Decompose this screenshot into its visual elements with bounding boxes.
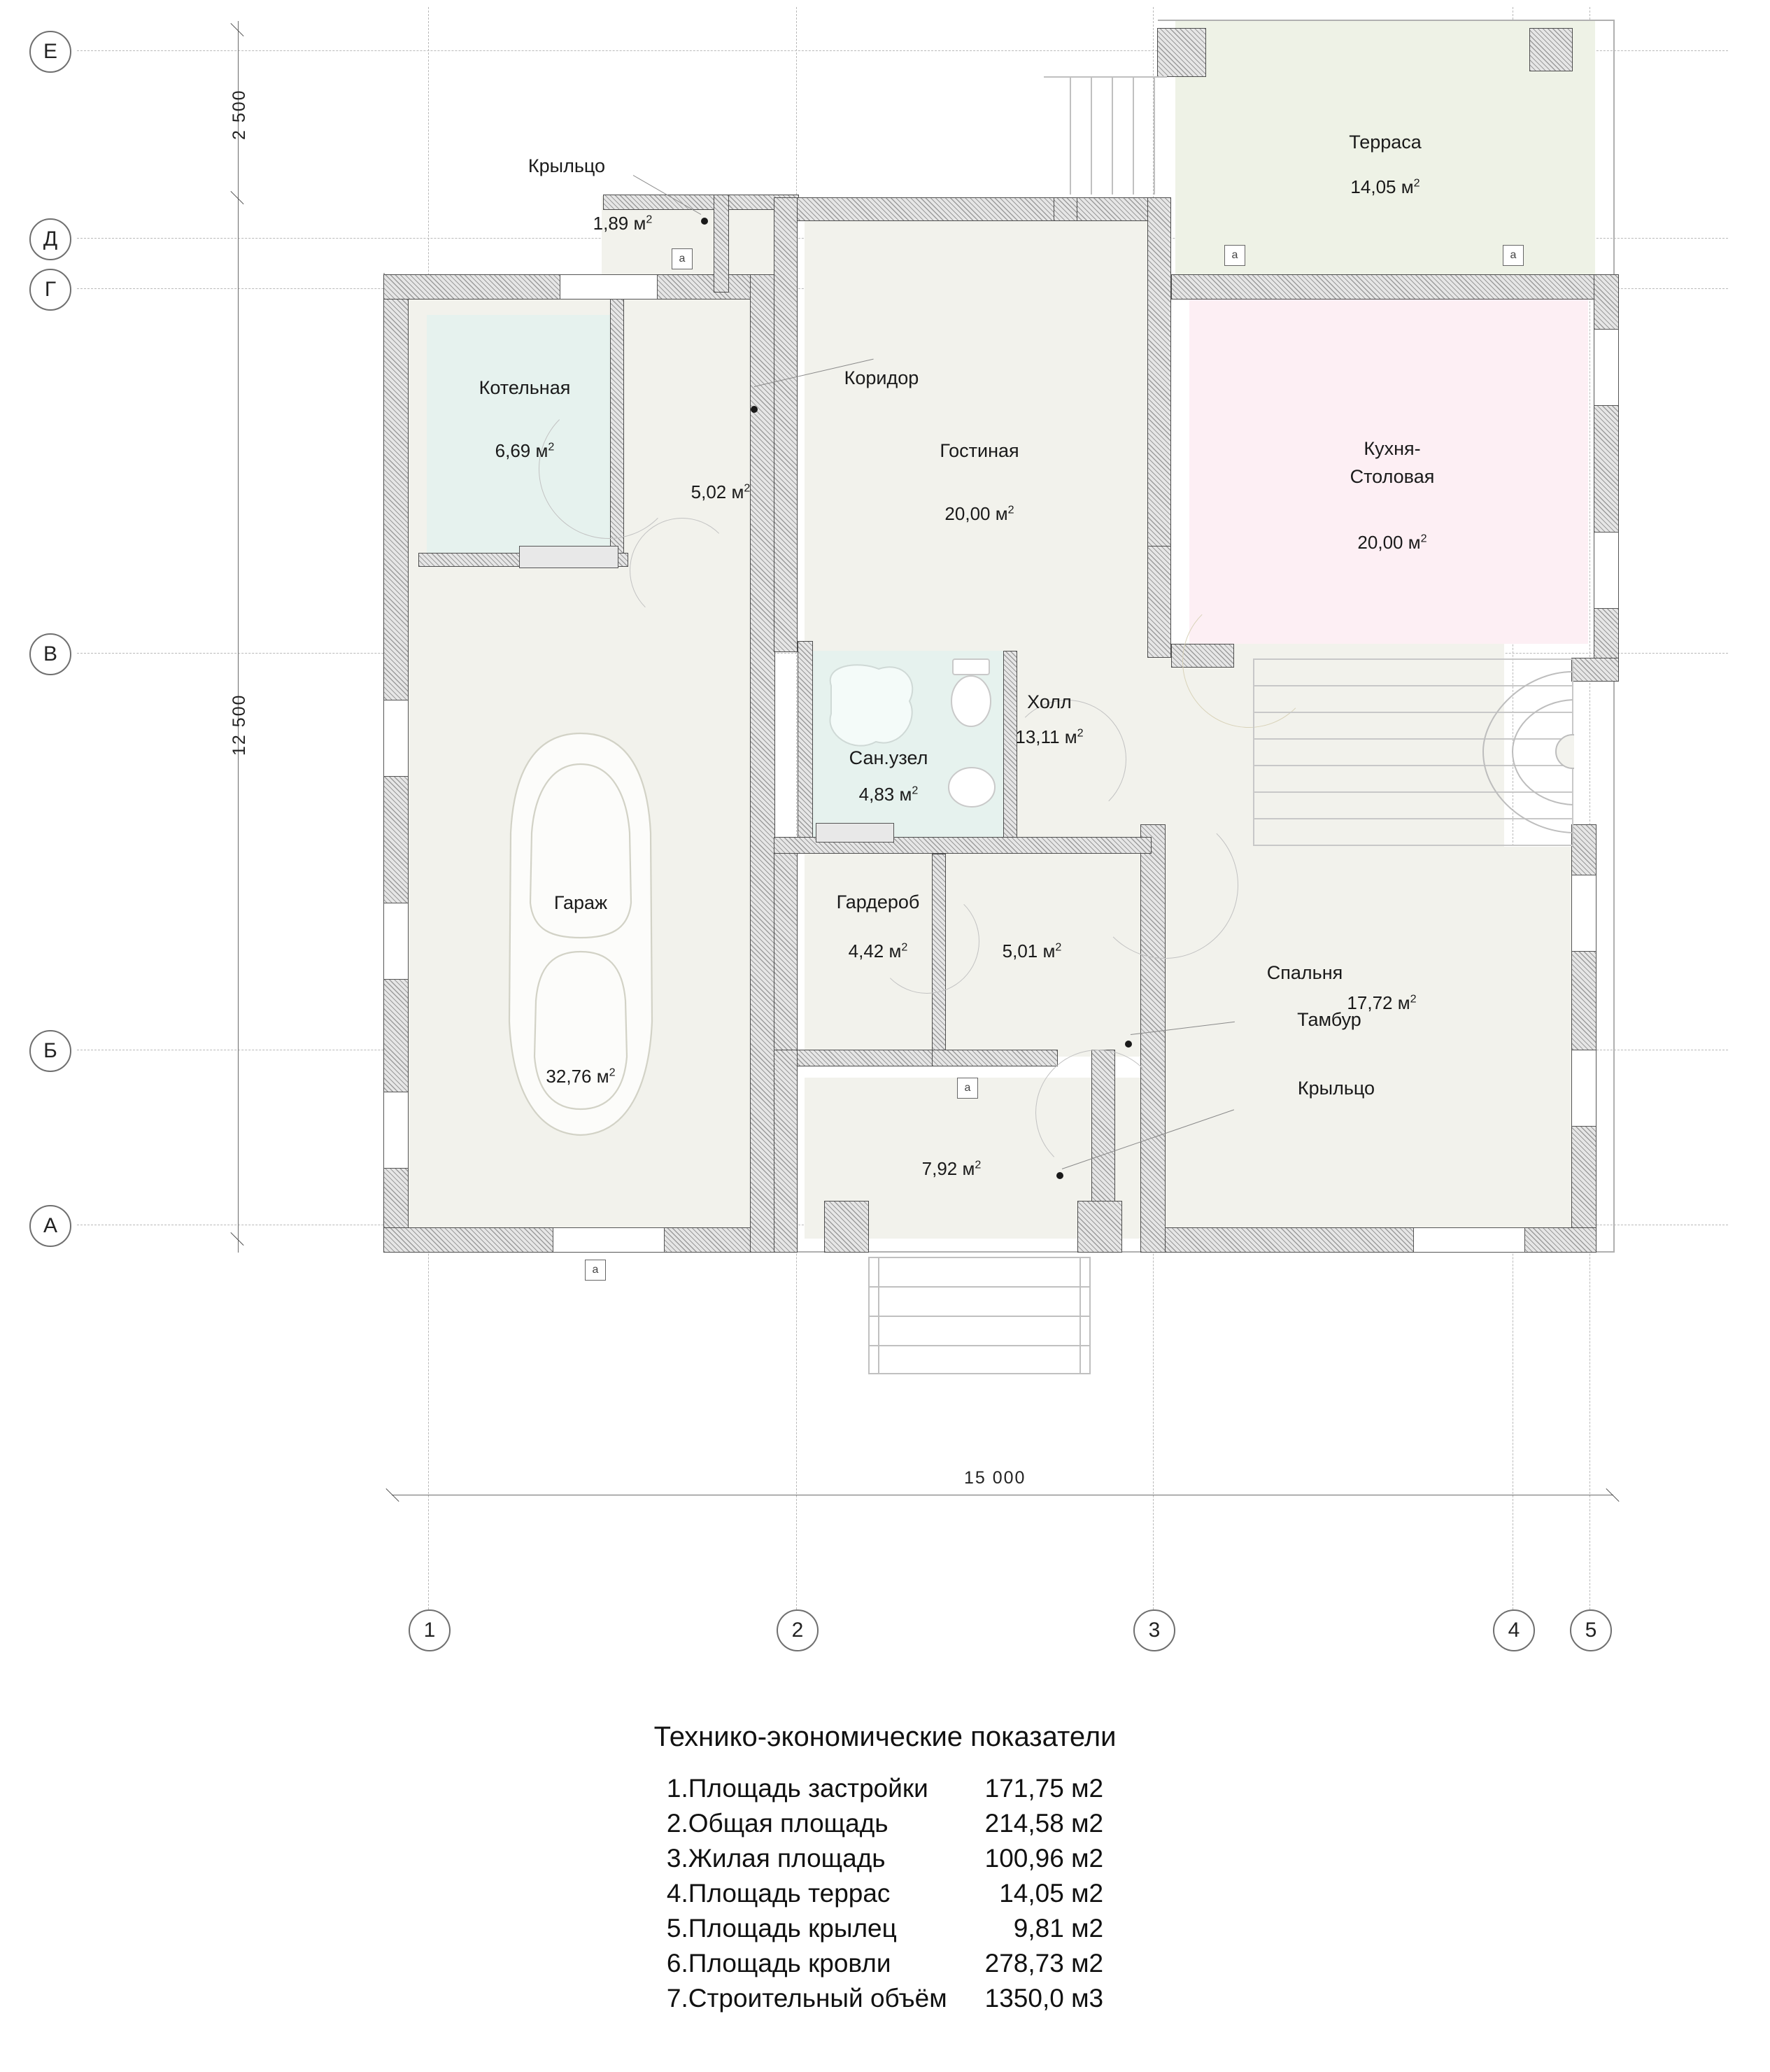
marker-garage-bottom: а	[585, 1260, 606, 1281]
wall-pillar-bottom-2	[1077, 1201, 1122, 1253]
dimension-line-vertical	[238, 21, 239, 1253]
wall-tambour-bottom	[774, 1050, 942, 1066]
door-arc-corridor	[630, 518, 735, 623]
table-row	[667, 1911, 1103, 1946]
summary-row-4-value: 14,05 м2	[999, 1879, 1104, 1908]
label-kitchen-line2: Столовая	[1350, 466, 1435, 487]
window-left-3	[383, 1092, 409, 1169]
summary-block	[0, 1721, 1770, 2016]
grid-bubble-5	[1570, 1609, 1612, 1651]
wall-porch-left	[774, 1050, 798, 1253]
grid-bubble-d-label: Д	[43, 227, 58, 251]
summary-row-3-name: 3.Жилая площадь	[666, 1844, 886, 1873]
wall-corridor-left	[714, 195, 729, 293]
window-top-boiler	[560, 274, 658, 299]
label-corridor: Коридор	[844, 367, 919, 388]
marker-tambour: а	[957, 1078, 978, 1099]
wall-bottom-right	[1140, 1227, 1596, 1253]
dimension-tick-top	[230, 23, 243, 36]
room-living	[805, 217, 1154, 644]
summary-row-5-value: 9,81 м2	[1013, 1914, 1104, 1943]
dimension-tick-mid	[230, 191, 243, 204]
grid-bubble-v-label: В	[43, 642, 57, 665]
window-left-2	[383, 903, 409, 980]
grid-bubble-a-label: А	[43, 1214, 57, 1237]
leader-dot-tambour	[1125, 1041, 1132, 1048]
label-porch-top: Крыльцо	[528, 155, 606, 176]
grid-bubble-3-label: 3	[1148, 1619, 1161, 1642]
summary-row-6-value: 278,73 м2	[984, 1949, 1104, 1978]
area-wardrobe: 4,42 $м^2$	[848, 940, 908, 961]
label-bathroom: Сан.узел	[849, 747, 928, 768]
summary-row-2-name: 2.Общая площадь	[666, 1809, 888, 1838]
area-terrace: 14,05 $м^2$	[1350, 176, 1420, 197]
marker-terrace-1: а	[1224, 245, 1245, 266]
wall-living-top	[774, 197, 1166, 221]
grid-bubble-d	[29, 218, 71, 260]
summary-row-4-name: 4.Площадь террас	[666, 1879, 891, 1908]
table-row	[667, 1806, 1103, 1841]
summary-row-1-name: 1.Площадь застройки	[666, 1774, 928, 1803]
table-row	[667, 1841, 1103, 1876]
grid-bubble-1	[409, 1609, 451, 1651]
summary-title: Технико-экономические показатели	[653, 1721, 1117, 1752]
grid-bubble-v	[29, 633, 71, 675]
area-tambour: 5,01 $м^2$	[1002, 940, 1062, 961]
radiator-bathroom	[816, 823, 894, 843]
table-row	[667, 1876, 1103, 1911]
summary-row-3-value: 100,96 м2	[984, 1844, 1104, 1873]
table-row	[667, 1771, 1103, 1806]
terrace-rail	[1042, 70, 1168, 196]
grid-bubble-e	[29, 31, 71, 73]
grid-bubble-2-label: 2	[791, 1619, 804, 1642]
summary-table	[667, 1771, 1103, 2016]
wall-terrace-col-right	[1529, 28, 1573, 71]
grid-bubble-g-label: Г	[44, 278, 57, 301]
label-terrace: Терраса	[1349, 132, 1422, 153]
area-corridor: 5,02 $м^2$	[691, 481, 751, 502]
wall-garage-right	[750, 274, 775, 1253]
window-kitchen-right-1	[1594, 329, 1619, 406]
area-boiler: 6,69 $м^2$	[495, 440, 555, 461]
wall-tambour-bottom2	[932, 1050, 1058, 1066]
label-tambour: Тамбур	[1297, 1009, 1361, 1030]
area-porch-bottom: 7,92 $м^2$	[921, 1158, 982, 1179]
marker-terrace-2: а	[1503, 245, 1524, 266]
dimension-vertical-total-text: 12 500	[229, 693, 249, 756]
wall-corridor-top	[603, 195, 799, 210]
leader-dot-porch-top	[701, 218, 708, 225]
area-kitchen: 20,00 $м^2$	[1357, 532, 1427, 553]
label-living: Гостиная	[940, 440, 1019, 461]
area-living: 20,00 $м^2$	[944, 503, 1014, 524]
grid-bubble-4	[1493, 1609, 1535, 1651]
label-bedroom: Спальня	[1266, 962, 1343, 983]
leader-dot-porch-bottom	[1056, 1172, 1063, 1179]
grid-bubble-a	[29, 1205, 71, 1247]
grid-bubble-5-label: 5	[1585, 1619, 1597, 1642]
summary-row-2-value: 214,58 м2	[984, 1809, 1104, 1838]
area-hall: 13,11 $м^2$	[1015, 726, 1084, 747]
window-bottom-garage	[553, 1227, 665, 1253]
grid-bubble-e-label: Е	[43, 40, 57, 63]
grid-bubble-1-label: 1	[423, 1619, 436, 1642]
wall-kitchen-right-nub	[1571, 658, 1619, 682]
wall-living-left	[774, 197, 798, 652]
wall-kitchen-top	[1171, 274, 1619, 299]
entry-steps	[868, 1256, 1091, 1375]
label-wardrobe: Гардероб	[836, 891, 920, 912]
area-bathroom: 4,83 $м^2$	[858, 784, 919, 805]
area-porch-top: 1,89 $м^2$	[593, 213, 653, 234]
summary-row-7-name: 7.Строительный объём	[666, 1984, 947, 2013]
window-bedroom-right-2	[1571, 1050, 1596, 1127]
grid-bubble-4-label: 4	[1508, 1619, 1520, 1642]
wall-terrace-left	[1054, 197, 1077, 221]
summary-row-6-name: 6.Площадь кровли	[666, 1949, 891, 1978]
summary-row-5-name: 5.Площадь крылец	[666, 1914, 897, 1943]
area-bedroom: 17,72 $м^2$	[1347, 992, 1417, 1013]
dimension-horizontal-total-text: 15 000	[964, 1468, 1026, 1488]
summary-row-7-value: 1350,0 м3	[984, 1984, 1104, 2013]
area-garage: 32,76 $м^2$	[546, 1066, 616, 1087]
label-boiler: Котельная	[479, 377, 571, 398]
wall-pillar-bottom-1	[824, 1201, 869, 1253]
grid-bubble-b-label: Б	[43, 1039, 57, 1062]
window-bedroom-bottom	[1413, 1227, 1525, 1253]
door-arc-boiler	[539, 399, 679, 539]
radiator-boiler	[519, 546, 618, 568]
wall-hall-top-left	[798, 641, 813, 851]
window-bedroom-right-1	[1571, 875, 1596, 952]
dimension-vertical-top-text: 2 500	[229, 89, 249, 140]
leader-dot-corridor	[751, 406, 758, 413]
label-kitchen-line1: Кухня-	[1364, 438, 1421, 459]
grid-bubble-3	[1133, 1609, 1175, 1651]
window-kitchen-right-2	[1594, 532, 1619, 609]
grid-bubble-g	[29, 269, 71, 311]
summary-row-1-value: 171,75 м2	[984, 1774, 1104, 1803]
marker-porch-top: а	[672, 248, 693, 269]
table-row	[667, 1981, 1103, 2016]
table-row	[667, 1946, 1103, 1981]
window-left-1	[383, 700, 409, 777]
door-arc-hall	[1007, 700, 1126, 819]
label-garage: Гараж	[553, 892, 608, 913]
grid-bubble-b	[29, 1030, 71, 1072]
door-arc-bedroom	[1091, 812, 1238, 959]
grid-bubble-2	[777, 1609, 819, 1651]
wall-hall-right-upper	[1147, 546, 1171, 658]
staircase-icon	[1252, 658, 1574, 847]
label-porch-bottom: Крыльцо	[1297, 1078, 1375, 1099]
label-hall: Холл	[1027, 691, 1072, 712]
dimension-tick-bottom	[230, 1232, 243, 1246]
